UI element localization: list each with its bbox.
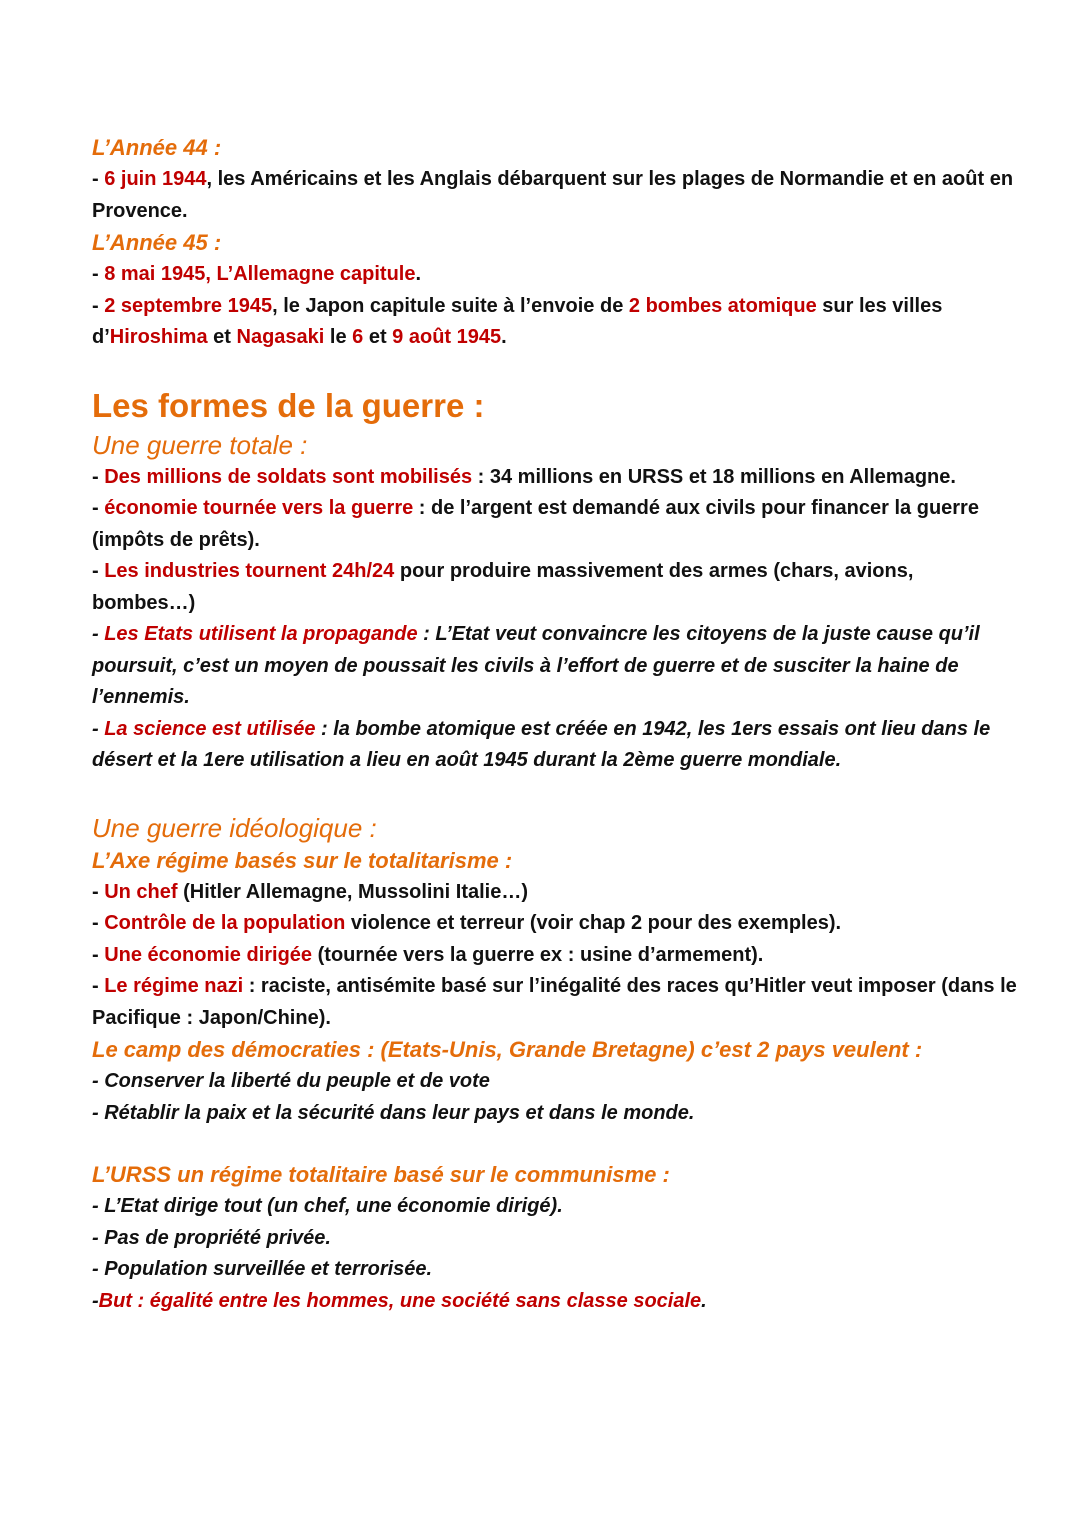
document-page [92, 132, 1022, 1317]
line-un-chef: - Un chef (Hitler Allemagne, Mussolini Italie…) [92, 880, 528, 903]
line-population: - Population surveillée et terrorisée. [92, 1258, 433, 1280]
line-paix: - Rétablir la paix et la sécurité dans leur pays et dans le monde. [92, 1101, 695, 1124]
line-but: -But : égalité entre les hommes, une société sans classe sociale. [92, 1289, 707, 1312]
line-propagande: - Les Etats utilisent la propagande : L’Etat veut convaincre les citoyens de la juste cause qu’il poursuit, c’est un moyen de poussait les civils à l’effort de guerre et de susciter la haine de l’ennemis. [92, 623, 980, 708]
line-science: - La science est utilisée : la bombe atomique est créée en 1942, les 1ers essais ont lieu dans le désert et la 1ere utilisation a lieu en août 1945 durant la 2ème guerre mondiale. [92, 717, 991, 771]
title-formes-guerre: Les formes de la guerre : [92, 386, 485, 424]
heading-guerre-ideologique: Une guerre idéologique : [92, 812, 377, 843]
heading-urss: L’URSS un régime totalitaire basé sur le communisme : [92, 1162, 670, 1187]
line-propriete: - Pas de propriété privée. [92, 1226, 331, 1249]
line-liberte: - Conserver la liberté du peuple et de vote [92, 1070, 490, 1092]
line-8-mai-1945: - 8 mai 1945, L’Allemagne capitule. [92, 263, 422, 285]
line-controle-population: - Contrôle de la population violence et terreur (voir chap 2 pour des exemples). [92, 912, 842, 934]
heading-annee-44: L’Année 44 : [92, 135, 222, 160]
heading-guerre-totale: Une guerre totale : [92, 429, 308, 460]
line-etat-dirige: - L’Etat dirige tout (un chef, une économie dirigé). [92, 1195, 563, 1217]
heading-axe: L’Axe régime basés sur le totalitarisme : [92, 847, 513, 873]
line-industries: - Les industries tournent 24h/24 pour produire massivement des armes (chars, avions, bombes…) [92, 560, 914, 614]
line-2-septembre-1945: - 2 septembre 1945, le Japon capitule suite à l’envoie de 2 bombes atomique sur les villes d’Hiroshima et Nagasaki le 6 et 9 août 1945. [92, 294, 943, 348]
heading-democraties: Le camp des démocraties : (Etats-Unis, Grande Bretagne) c’est 2 pays veulent : [92, 1037, 923, 1062]
heading-annee-45: L’Année 45 : [92, 230, 222, 255]
line-economie: - économie tournée vers la guerre : de l’argent est demandé aux civils pour financer la guerre (impôts de prêts). [92, 497, 979, 551]
line-regime-nazi: - Le régime nazi : raciste, antisémite basé sur l’inégalité des races qu’Hitler veut imposer (dans le Pacifique : Japon/Chine). [92, 975, 1017, 1029]
line-economie-dirigee: - Une économie dirigée (tournée vers la guerre ex : usine d’armement). [92, 943, 764, 966]
line-soldats: - Des millions de soldats sont mobilisés : 34 millions en URSS et 18 millions en Allemagne. [92, 465, 956, 488]
line-6-juin-1944: - 6 juin 1944, les Américains et les Anglais débarquent sur les plages de Normandie et en août en Provence. [92, 168, 1014, 222]
